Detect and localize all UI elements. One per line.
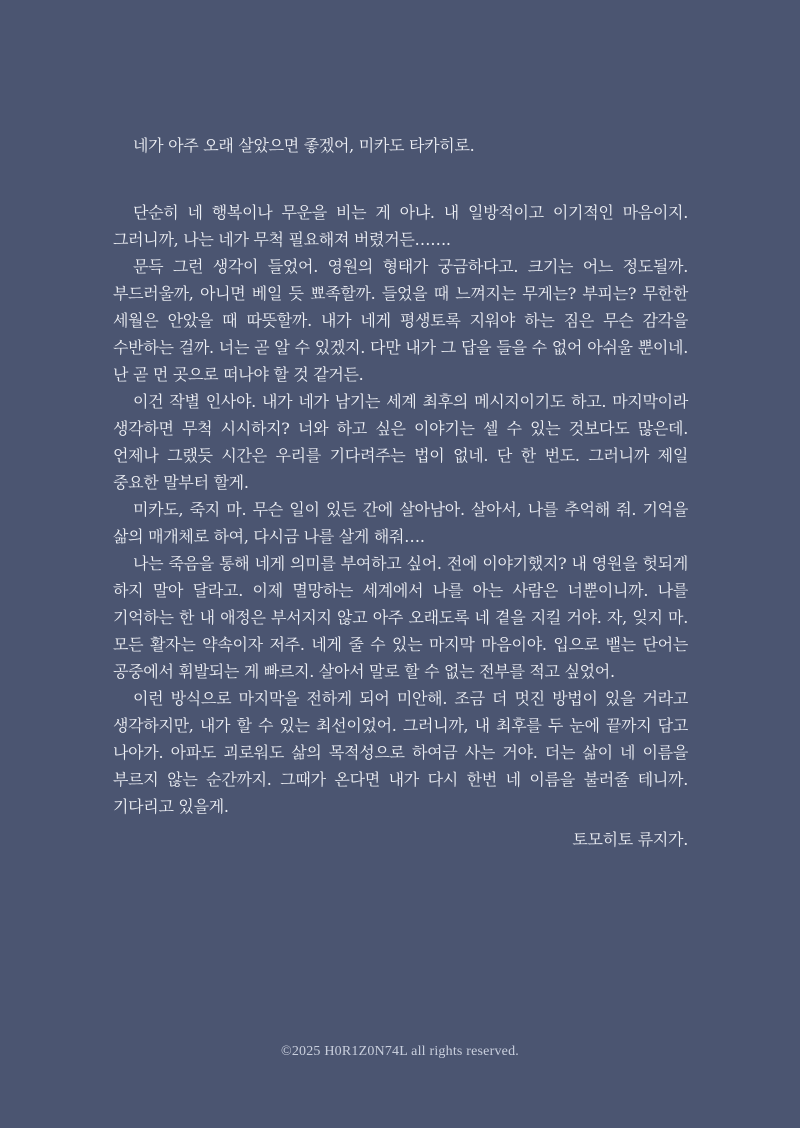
letter-paragraph: 문득 그런 생각이 들었어. 영원의 형태가 궁금하다고. 크기는 어느 정도될까. 부드러울까, 아니면 베일 듯 뾰족할까. 들었을 때 느껴지는 무게는? 부피는? 무한한 세월은 안았을 때 따뜻할까. 내가 네게 평생토록 지워야 하는 짐은 무슨 감각을 수반하는 걸까. 너는 곧 알 수 있겠지. 다만 내가 그 답을 들을 수 없어 아쉬울 뿐이네. 난 곧 먼 곳으로 떠나야 할 것 같거든. (113, 257, 688, 384)
letter-opening-line: 네가 아주 오래 살았으면 좋겠어, 미카도 타카히로. (133, 136, 475, 155)
letter-paragraph: 미카도, 죽지 마. 무슨 일이 있든 간에 살아남아. 살아서, 나를 추억해 줘. 기억을 삶의 매개체로 하여, 다시금 나를 살게 해줘…. (113, 500, 688, 546)
letter-paragraph: 나는 죽음을 통해 네게 의미를 부여하고 싶어. 전에 이야기했지? 내 영원을 헛되게 하지 말아 달라고. 이제 멸망하는 세계에서 나를 아는 사람은 너뿐이니까. 나를 기억하는 한 내 애정은 부서지지 않고 아주 오래도록 네 곁을 지킬 거야. 자, 잊지 마. 모든 활자는 약속이자 저주. 네게 줄 수 있는 마지막 마음이야. 입으로 뱉는 단어는 공중에서 휘발되는 게 빠르지. 살아서 말로 할 수 없는 전부를 적고 싶었어. (113, 554, 688, 681)
letter-paragraph: 단순히 네 행복이나 무운을 비는 게 아냐. 내 일방적이고 이기적인 마음이지. 그러니까, 나는 네가 무척 필요해져 버렸거든……. (113, 203, 688, 249)
letter-body (113, 132, 688, 853)
letter-paragraph: 이런 방식으로 마지막을 전하게 되어 미안해. 조금 더 멋진 방법이 있을 거라고 생각하지만, 내가 할 수 있는 최선이었어. 그러니까, 내 최후를 두 눈에 끝까지 담고 나아가. 아파도 괴로워도 삶의 목적성으로 하여금 사는 거야. 더는 삶이 네 이름을 부르지 않는 순간까지. 그때가 온다면 내가 다시 한번 네 이름을 불러줄 테니까. 기다리고 있을게. (113, 689, 688, 816)
letter-signature: 토모히토 류지가. (572, 830, 688, 849)
copyright-notice: ©2025 H0R1Z0N74L all rights reserved. (281, 1044, 519, 1059)
letter-paragraph: 이건 작별 인사야. 내가 네가 남기는 세계 최후의 메시지이기도 하고. 마지막이라 생각하면 무척 시시하지? 너와 하고 싶은 이야기는 셀 수 있는 것보다도 많은데. 언제나 그랬듯 시간은 우리를 기다려주는 법이 없네. 단 한 번도. 그러니까 제일 중요한 말부터 할게. (113, 392, 688, 492)
